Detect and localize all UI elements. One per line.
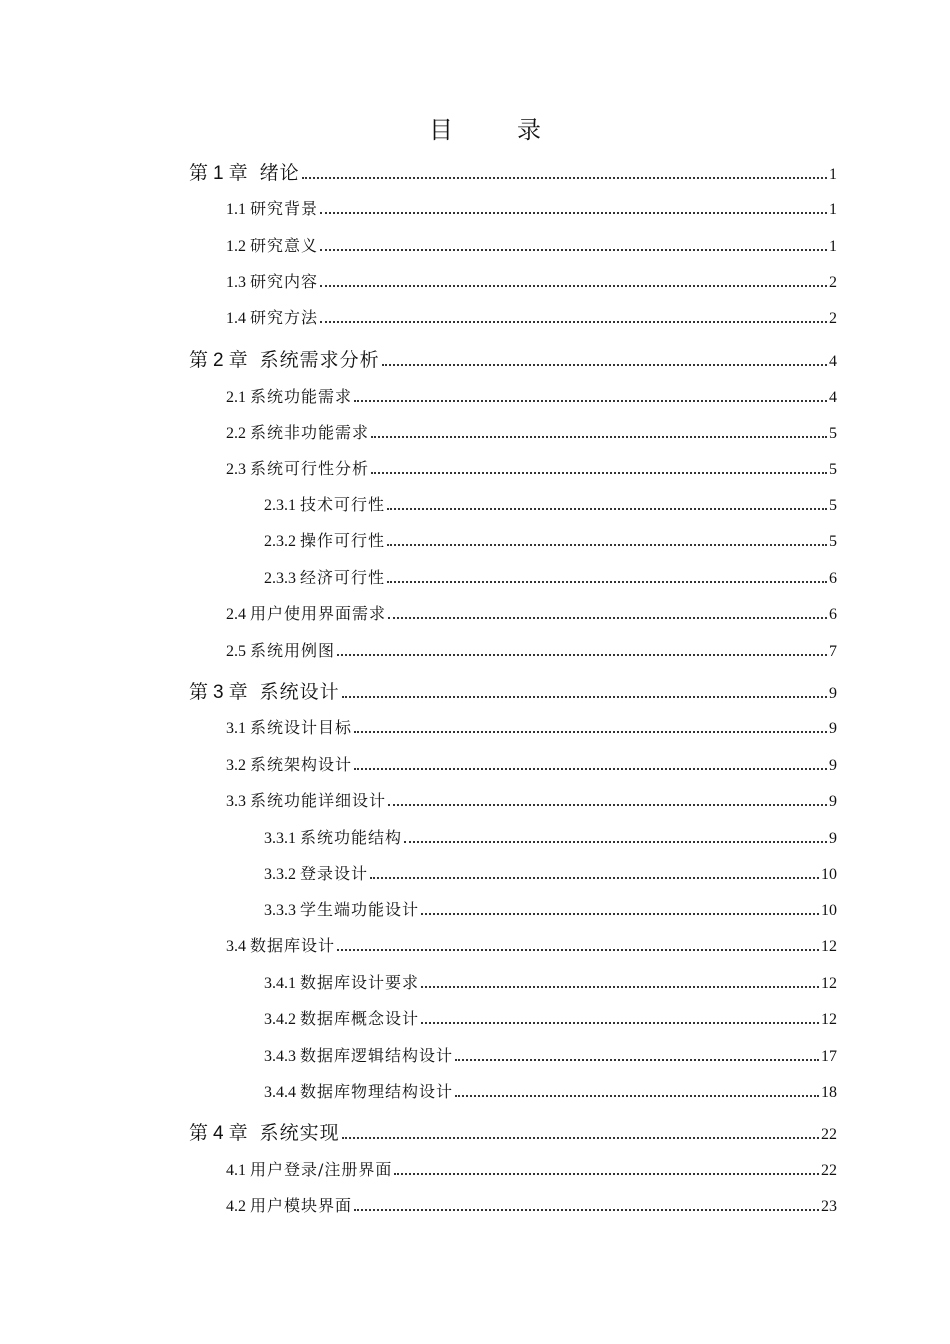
toc-section-number: 3.3.1 xyxy=(264,830,296,847)
toc-dot-leader xyxy=(354,731,827,733)
toc-page-number: 23 xyxy=(821,1198,837,1215)
toc-dot-leader xyxy=(404,841,827,843)
toc-dot-leader xyxy=(387,544,827,546)
toc-page-number: 22 xyxy=(821,1126,837,1143)
toc-chapter-number: 3 xyxy=(213,682,224,703)
toc-dot-leader xyxy=(387,581,827,583)
toc-entry-label: 系统功能详细设计 xyxy=(250,791,387,810)
toc-chapter-entry[interactable] xyxy=(189,158,837,185)
toc-page-number: 9 xyxy=(829,793,837,810)
toc-chapter-suffix: 章 xyxy=(228,162,248,184)
toc-dot-leader xyxy=(320,212,827,214)
toc-entry-label: 研究方法 xyxy=(250,308,319,327)
toc-page-number: 2 xyxy=(829,310,837,327)
toc-entry-label: 用户登录/注册界面 xyxy=(250,1160,393,1179)
toc-entry-label: 学生端功能设计 xyxy=(300,900,420,919)
toc-chapter-suffix: 章 xyxy=(228,349,248,371)
toc-page-number: 17 xyxy=(821,1048,837,1065)
toc-page-number: 9 xyxy=(829,830,837,847)
toc-page-number: 1 xyxy=(829,238,837,255)
toc-section-number: 1.3 xyxy=(226,274,246,291)
toc-chapter-entry[interactable] xyxy=(189,677,837,704)
toc-page-number: 10 xyxy=(821,866,837,883)
toc-dot-leader xyxy=(320,249,827,251)
toc-section-number: 3.4.3 xyxy=(264,1048,296,1065)
toc-section-entry[interactable] xyxy=(226,601,837,624)
toc-dot-leader xyxy=(387,508,827,510)
toc-entry-label: 技术可行性 xyxy=(300,495,386,514)
toc-page-number: 9 xyxy=(829,685,837,702)
toc-page-number: 12 xyxy=(821,1011,837,1028)
toc-section-number: 2.5 xyxy=(226,643,246,660)
toc-page-number: 6 xyxy=(829,606,837,623)
toc-section-entry[interactable] xyxy=(226,269,837,292)
toc-page-number: 9 xyxy=(829,720,837,737)
toc-subsection-entry[interactable] xyxy=(264,1079,837,1102)
toc-section-entry[interactable] xyxy=(226,196,837,219)
toc-subsection-entry[interactable] xyxy=(264,970,837,993)
toc-dot-leader xyxy=(337,949,819,951)
toc-page-number: 4 xyxy=(829,353,837,370)
toc-dot-leader xyxy=(455,1095,819,1097)
toc-title: 目 录 xyxy=(429,116,561,144)
toc-entry-label: 数据库设计 xyxy=(250,936,336,955)
toc-dot-leader xyxy=(371,436,827,438)
toc-page-number: 22 xyxy=(821,1162,837,1179)
toc-dot-leader xyxy=(388,804,827,806)
toc-section-number: 2.4 xyxy=(226,606,246,623)
toc-dot-leader xyxy=(354,1209,819,1211)
toc-chapter-prefix: 第 xyxy=(189,162,209,184)
toc-subsection-entry[interactable] xyxy=(264,528,837,551)
toc-page-number: 9 xyxy=(829,757,837,774)
toc-dot-leader xyxy=(455,1059,819,1061)
toc-entry-label: 系统设计目标 xyxy=(250,718,353,737)
toc-page-number: 1 xyxy=(829,166,837,183)
toc-entry-label: 研究内容 xyxy=(250,272,319,291)
toc-page-number: 5 xyxy=(829,497,837,514)
toc-entry-label: 系统架构设计 xyxy=(250,755,353,774)
toc-entry-label: 系统功能需求 xyxy=(250,387,353,406)
toc-chapter-number: 4 xyxy=(213,1123,224,1144)
toc-page-number: 18 xyxy=(821,1084,837,1101)
toc-section-number: 2.1 xyxy=(226,389,246,406)
toc-chapter-suffix: 章 xyxy=(228,1122,248,1144)
toc-section-number: 2.3.2 xyxy=(264,533,296,550)
toc-entry-label: 数据库概念设计 xyxy=(300,1009,420,1028)
toc-entry-label: 绪论 xyxy=(259,162,300,184)
toc-chapter-prefix: 第 xyxy=(189,681,209,703)
toc-section-number: 3.2 xyxy=(226,757,246,774)
toc-dot-leader xyxy=(371,472,827,474)
toc-section-number: 3.4 xyxy=(226,938,246,955)
toc-section-entry[interactable] xyxy=(226,933,837,956)
toc-dot-leader xyxy=(421,986,819,988)
toc-section-number: 2.3.1 xyxy=(264,497,296,514)
toc-section-number: 3.4.4 xyxy=(264,1084,296,1101)
toc-entry-label: 数据库物理结构设计 xyxy=(300,1082,454,1101)
toc-section-number: 4.1 xyxy=(226,1162,246,1179)
toc-dot-leader xyxy=(382,364,827,366)
toc-subsection-entry[interactable] xyxy=(264,492,837,515)
toc-section-number: 3.4.2 xyxy=(264,1011,296,1028)
toc-dot-leader xyxy=(342,696,827,698)
toc-dot-leader xyxy=(388,617,827,619)
toc-section-number: 3.1 xyxy=(226,720,246,737)
toc-section-entry[interactable] xyxy=(226,420,837,443)
toc-dot-leader xyxy=(421,1022,819,1024)
toc-page-number: 5 xyxy=(829,461,837,478)
toc-section-number: 3.3 xyxy=(226,793,246,810)
toc-entry-label: 数据库设计要求 xyxy=(300,973,420,992)
toc-dot-leader xyxy=(354,400,827,402)
toc-entry-label: 数据库逻辑结构设计 xyxy=(300,1046,454,1065)
toc-section-entry[interactable] xyxy=(226,715,837,738)
toc-chapter-entry[interactable] xyxy=(189,1118,837,1145)
toc-entry-label: 研究背景 xyxy=(250,199,319,218)
toc-chapter-entry[interactable] xyxy=(189,345,837,372)
toc-entry-label: 系统功能结构 xyxy=(300,828,403,847)
toc-page-number: 5 xyxy=(829,533,837,550)
toc-dot-leader xyxy=(421,913,819,915)
toc-entry-label: 系统实现 xyxy=(259,1122,340,1144)
toc-subsection-entry[interactable] xyxy=(264,825,837,848)
toc-subsection-entry[interactable] xyxy=(264,1043,837,1066)
toc-entry-label: 用户模块界面 xyxy=(250,1196,353,1215)
toc-entry-label: 登录设计 xyxy=(300,864,369,883)
toc-page-number: 12 xyxy=(821,938,837,955)
toc-section-entry[interactable] xyxy=(226,305,837,328)
toc-section-entry[interactable] xyxy=(226,456,837,479)
toc-chapter-number: 2 xyxy=(213,350,224,371)
toc-section-entry[interactable] xyxy=(226,1157,837,1180)
toc-dot-leader xyxy=(337,654,827,656)
toc-entry-label: 系统非功能需求 xyxy=(250,423,370,442)
toc-section-number: 1.1 xyxy=(226,201,246,218)
toc-subsection-entry[interactable] xyxy=(264,1006,837,1029)
toc-page-number: 6 xyxy=(829,570,837,587)
toc-entry-label: 经济可行性 xyxy=(300,568,386,587)
toc-section-number: 4.2 xyxy=(226,1198,246,1215)
toc-chapter-number: 1 xyxy=(213,163,224,184)
toc-section-entry[interactable] xyxy=(226,233,837,256)
toc-entry-label: 操作可行性 xyxy=(300,531,386,550)
toc-chapter-suffix: 章 xyxy=(228,681,248,703)
toc-page-number: 12 xyxy=(821,975,837,992)
toc-page-number: 2 xyxy=(829,274,837,291)
toc-chapter-prefix: 第 xyxy=(189,349,209,371)
toc-section-number: 2.3.3 xyxy=(264,570,296,587)
toc-subsection-entry[interactable] xyxy=(264,861,837,884)
toc-dot-leader xyxy=(342,1137,819,1139)
toc-section-entry[interactable] xyxy=(226,788,837,811)
toc-page-number: 4 xyxy=(829,389,837,406)
toc-section-entry[interactable] xyxy=(226,752,837,775)
toc-entry-label: 系统设计 xyxy=(259,681,340,703)
toc-dot-leader xyxy=(302,177,827,179)
toc-entry-label: 系统需求分析 xyxy=(259,349,380,371)
toc-section-entry[interactable] xyxy=(226,384,837,407)
toc-section-number: 3.3.3 xyxy=(264,902,296,919)
toc-section-entry[interactable] xyxy=(226,638,837,661)
toc-entry-label: 用户使用界面需求 xyxy=(250,604,387,623)
toc-section-number: 2.2 xyxy=(226,425,246,442)
toc-entry-label: 系统可行性分析 xyxy=(250,459,370,478)
toc-subsection-entry[interactable] xyxy=(264,897,837,920)
toc-dot-leader xyxy=(320,285,827,287)
toc-section-number: 1.4 xyxy=(226,310,246,327)
toc-dot-leader xyxy=(320,321,827,323)
toc-dot-leader xyxy=(370,877,819,879)
toc-chapter-prefix: 第 xyxy=(189,1122,209,1144)
toc-subsection-entry[interactable] xyxy=(264,565,837,588)
toc-page-number: 1 xyxy=(829,201,837,218)
toc-dot-leader xyxy=(394,1173,819,1175)
toc-page-number: 10 xyxy=(821,902,837,919)
toc-page-number: 5 xyxy=(829,425,837,442)
toc-entry-label: 研究意义 xyxy=(250,236,319,255)
toc-section-number: 1.2 xyxy=(226,238,246,255)
toc-page-number: 7 xyxy=(829,643,837,660)
toc-section-number: 2.3 xyxy=(226,461,246,478)
toc-section-number: 3.4.1 xyxy=(264,975,296,992)
toc-section-number: 3.3.2 xyxy=(264,866,296,883)
toc-section-entry[interactable] xyxy=(226,1193,837,1216)
toc-dot-leader xyxy=(354,768,827,770)
toc-entry-label: 系统用例图 xyxy=(250,641,336,660)
